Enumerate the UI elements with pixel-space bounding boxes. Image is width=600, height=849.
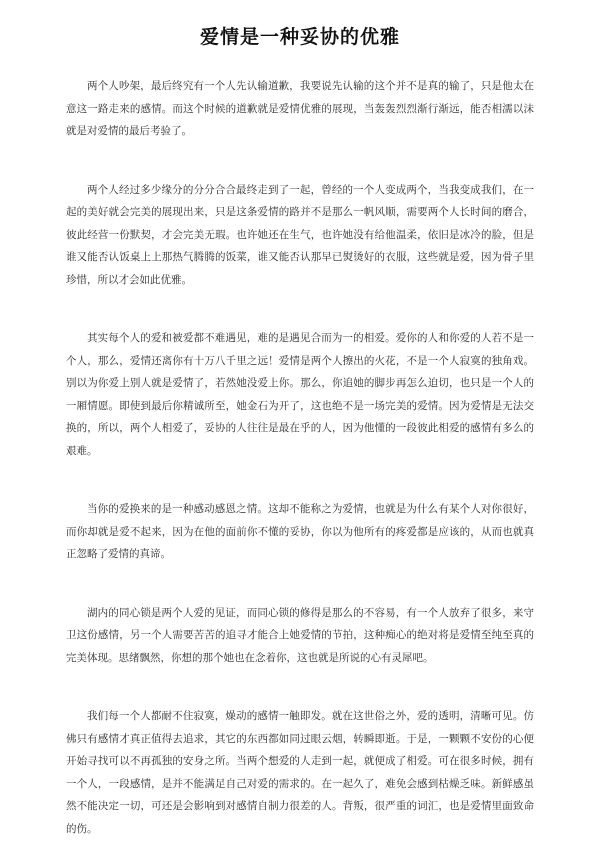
paragraph: 两个人吵架，最后终究有一个人先认输道歉，我要说先认输的这个并不是真的输了，只是他太在意这一路走来的感情。而这个时候的道歉就是爱情优雅的展现，当轰轰烈烈渐行渐远，能否相濡以沫就是对爱情的最后考验了。 (66, 80, 534, 137)
paragraph: 当你的爱换来的是一种感动感恩之情。这却不能称之为爱情，也就是为什么有某个人对你很好，而你却就是爱不起来，因为在他的面前你不懂的妥协，你以为他所有的疼爱都是应该的，从而也就真正忽略了爱情的真谛。 (66, 503, 534, 560)
paragraph: 湖内的同心锁是两个人爱的见证，而同心锁的修得是那么的不容易，有一个人放弃了很多，来守卫这份感情，另一个人需要苦苦的追寻才能合上她爱情的节拍，这种痴心的绝对将是爱情至纯至真的完美体现。思绪飘然，你想的那个她也在念着你，这也就是所说的心有灵犀吧。 (66, 606, 534, 664)
paragraph: 两个人经过多少缘分的分分合合最终走到了一起，曾经的一个人变成两个，当我变成我们，在一起的美好就会完美的展现出来，只是这条爱情的路并不是那么一帆风顺，需要两个人长时间的磨合，彼此经营一份默契，才会完美无瑕。也许她还在生气，也许她没有给他温柔，依旧是冰冷的脸，但是谁又能否认饭桌上上那热气腾腾的饭菜，谁又能否认那早已熨烫好的衣服，这些就是爱，因为骨子里珍惜，所以才会如此优雅。 (66, 183, 534, 286)
paragraph: 其实每个人的爱和被爱都不难遇见，难的是遇见合而为一的相爱。爱你的人和你爱的人若不是一个人，那么，爱情还离你有十万八千里之远！爱情是两个人擦出的火花，不是一个人寂寞的独角戏。别以为你爱上别人就是爱情了，若然她没爱上你。那么，你追她的脚步再怎么迫切，也只是一个人的一厢情愿。即使到最后你精诚所至，她金石为开了，这也绝不是一场完美的爱情。因为爱情是无法交换的，所以，两个人相爱了，妥协的人往往是最在乎的人，因为他懂的一段彼此相爱的感情有多么的艰难。 (66, 332, 534, 457)
document-title: 爱情是一种妥协的优雅 (199, 26, 400, 48)
paragraph: 我们每一个人都耐不住寂寞，燥动的感情一触即发。就在这世俗之外，爱的透明，清晰可见。仿佛只有感情才真正值得去追求，其它的东西都如同过眼云烟，转瞬即逝。于是，一颗颗不安份的心便开始寻找可以不再孤独的安身之所。当两个想爱的人走到一起，就便成了相爱。可在很多时候，拥有一个人，一段感情，是并不能满足自己对爱的需求的。在一起久了，难免会感到枯燥乏味。新鲜感虽然不能决定一切，可还是会影响到对感情自制力很差的人。背叛，很严重的词汇，也是爱情里面致命的伤。 (66, 710, 534, 835)
